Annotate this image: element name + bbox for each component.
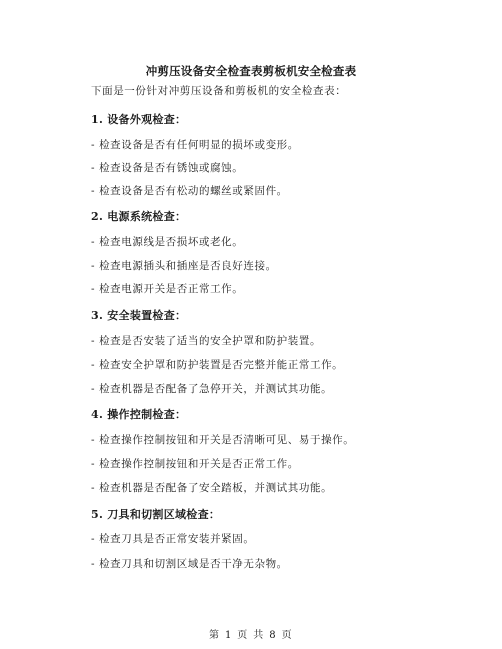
list-item: - 检查机器是否配备了安全踏板，并测试其功能。 [91,482,333,494]
list-item: - 检查电源开关是否正常工作。 [91,283,244,295]
section-heading-exterior: 1. 设备外观检查： [91,113,187,126]
page-footer: 第 1 页 共 8 页 [208,630,294,641]
section-heading-controls: 4. 操作控制检查： [91,408,187,421]
list-item: - 检查机器是否配备了急停开关，并测试其功能。 [91,383,333,395]
list-item: - 检查安全护罩和防护装置是否完整并能正常工作。 [91,359,344,371]
section-heading-power: 2. 电源系统检查： [91,210,187,223]
list-item: - 检查刀具和切割区域是否干净无杂物。 [91,558,288,570]
list-item: - 检查操作控制按钮和开关是否正常工作。 [91,458,299,470]
list-item: - 检查电源插头和插座是否良好连接。 [91,260,277,272]
list-item: - 检查刀具是否正常安装并紧固。 [91,533,255,545]
list-item: - 检查设备是否有锈蚀或腐蚀。 [91,162,244,174]
intro-text: 下面是一份针对冲剪压设备和剪板机的安全检查表： [91,85,347,97]
section-heading-blades: 5. 刀具和切割区域检查： [91,508,221,521]
list-item: - 检查设备是否有任何明显的损坏或变形。 [91,139,299,151]
list-item: - 检查设备是否有松动的螺丝或紧固件。 [91,185,288,197]
list-item: - 检查是否安装了适当的安全护罩和防护装置。 [91,335,322,347]
document-title: 冲剪压设备安全检查表剪板机安全检查表 [145,64,357,78]
section-heading-safety: 3. 安全装置检查： [91,309,187,322]
list-item: - 检查操作控制按钮和开关是否清晰可见、易于操作。 [91,434,355,446]
list-item: - 检查电源线是否损坏或老化。 [91,236,244,248]
